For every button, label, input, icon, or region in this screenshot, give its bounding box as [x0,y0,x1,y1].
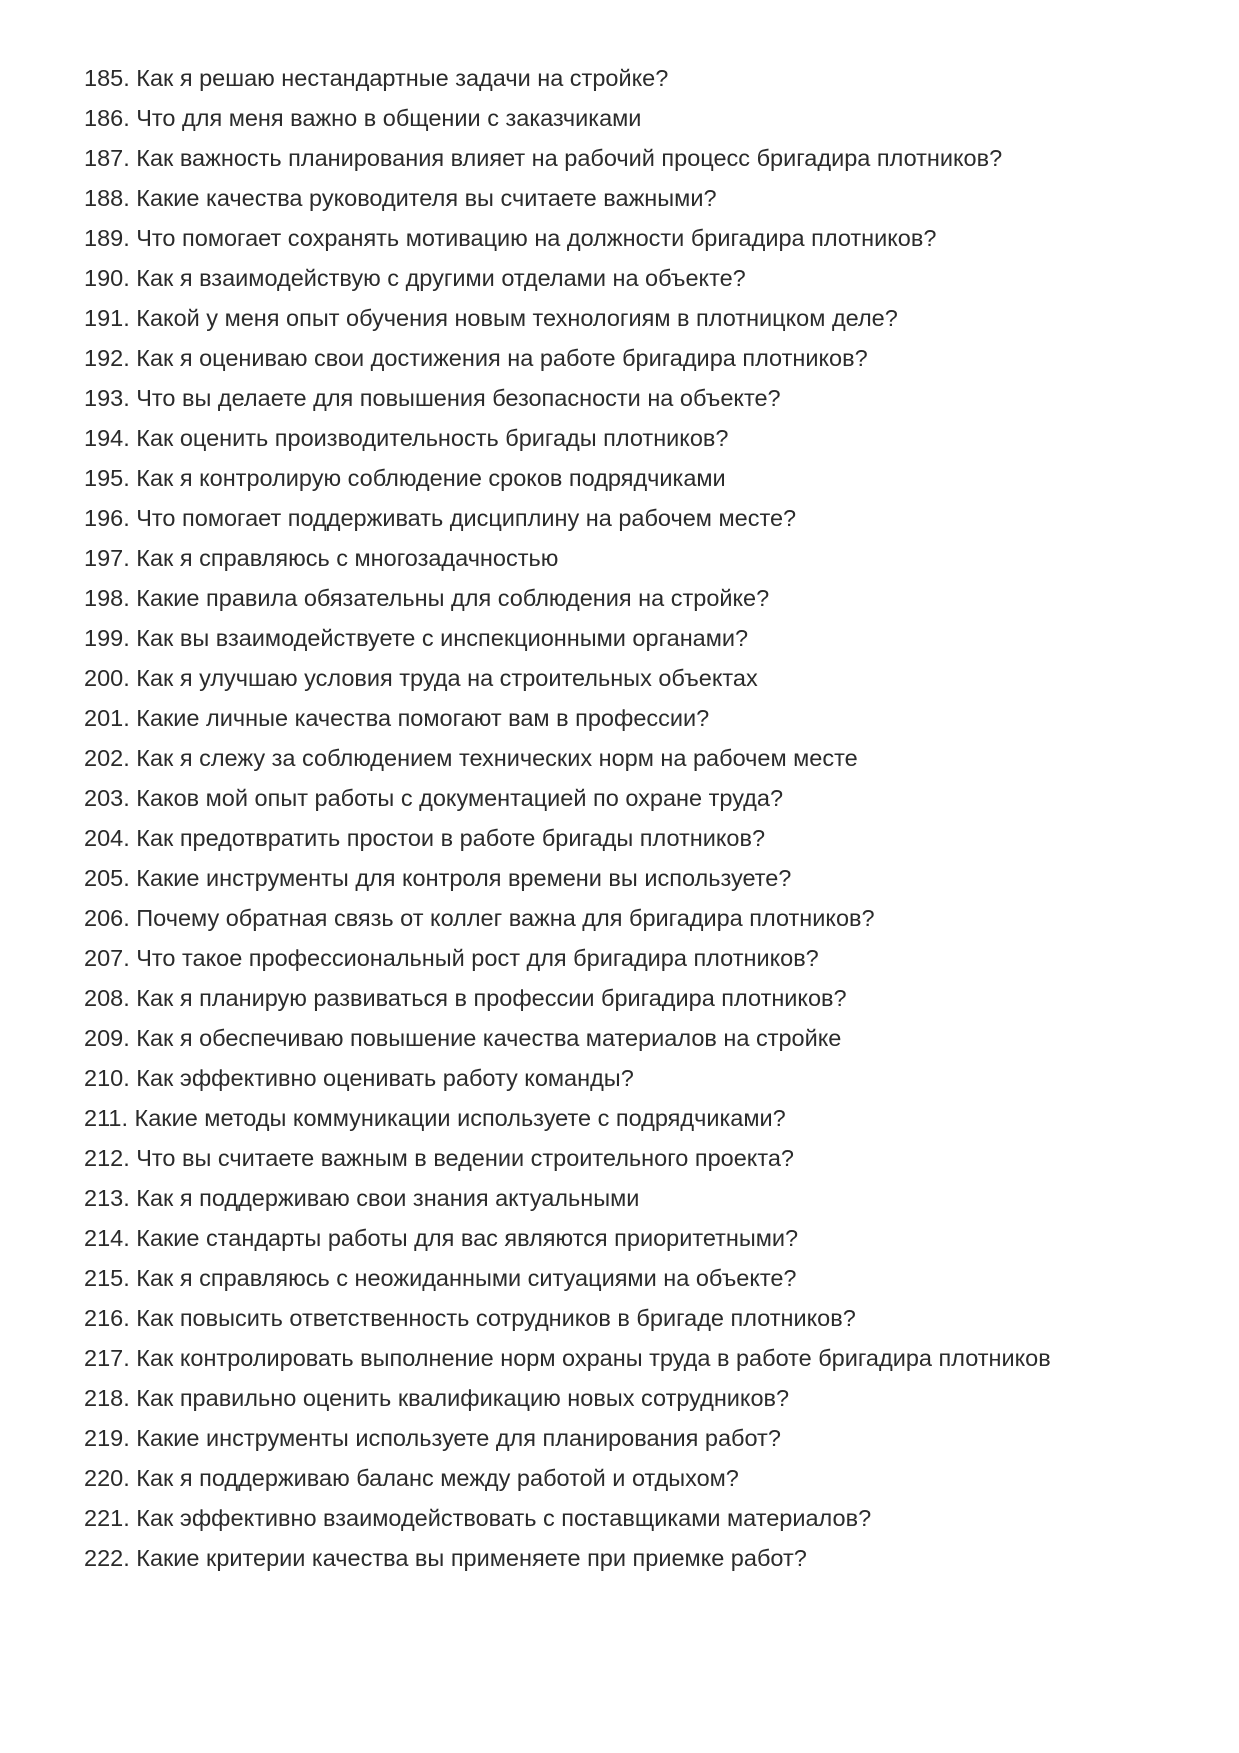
list-item: 197. Как я справляюсь с многозадачностью [84,545,559,571]
list-item: 201. Какие личные качества помогают вам в профессии? [84,705,710,731]
list-item: 205. Какие инструменты для контроля времени вы используете? [84,865,792,891]
question-list [84,58,1051,1578]
list-item: 195. Как я контролирую соблюдение сроков подрядчиками [84,465,726,491]
list-item: 203. Каков мой опыт работы с документацией по охране труда? [84,785,784,811]
list-item: 213. Как я поддерживаю свои знания актуальными [84,1185,640,1211]
list-item: 187. Как важность планирования влияет на рабочий процесс бригадира плотников? [84,145,1003,171]
list-item: 207. Что такое профессиональный рост для бригадира плотников? [84,945,819,971]
list-item: 222. Какие критерии качества вы применяете при приемке работ? [84,1545,807,1571]
list-item: 214. Какие стандарты работы для вас являются приоритетными? [84,1225,799,1251]
list-item: 208. Как я планирую развиваться в профессии бригадира плотников? [84,985,847,1011]
list-item: 206. Почему обратная связь от коллег важна для бригадира плотников? [84,905,875,931]
list-item: 204. Как предотвратить простои в работе бригады плотников? [84,825,766,851]
list-item: 215. Как я справляюсь с неожиданными ситуациями на объекте? [84,1265,797,1291]
list-item: 185. Как я решаю нестандартные задачи на стройке? [84,65,669,91]
list-item: 189. Что помогает сохранять мотивацию на должности бригадира плотников? [84,225,937,251]
list-item: 210. Как эффективно оценивать работу команды? [84,1065,634,1091]
list-item: 216. Как повысить ответственность сотрудников в бригаде плотников? [84,1305,856,1331]
list-item: 211. Какие методы коммуникации используете с подрядчиками? [84,1105,786,1131]
list-item: 199. Как вы взаимодействуете с инспекционными органами? [84,625,749,651]
list-item: 186. Что для меня важно в общении с заказчиками [84,105,642,131]
list-item: 212. Что вы считаете важным в ведении строительного проекта? [84,1145,794,1171]
list-item: 200. Как я улучшаю условия труда на строительных объектах [84,665,758,691]
list-item: 198. Какие правила обязательны для соблюдения на стройке? [84,585,770,611]
list-item: 192. Как я оцениваю свои достижения на работе бригадира плотников? [84,345,868,371]
list-item: 221. Как эффективно взаимодействовать с поставщиками материалов? [84,1505,872,1531]
list-item: 194. Как оценить производительность бригады плотников? [84,425,729,451]
list-item: 188. Какие качества руководителя вы считаете важными? [84,185,717,211]
list-item: 218. Как правильно оценить квалификацию новых сотрудников? [84,1385,790,1411]
list-item: 202. Как я слежу за соблюдением технических норм на рабочем месте [84,745,858,771]
list-item: 220. Как я поддерживаю баланс между работой и отдыхом? [84,1465,739,1491]
list-item: 190. Как я взаимодействую с другими отделами на объекте? [84,265,746,291]
list-item: 209. Как я обеспечиваю повышение качества материалов на стройке [84,1025,842,1051]
list-item: 191. Какой у меня опыт обучения новым технологиям в плотницком деле? [84,305,898,331]
list-item: 196. Что помогает поддерживать дисциплину на рабочем месте? [84,505,797,531]
list-item: 193. Что вы делаете для повышения безопасности на объекте? [84,385,781,411]
list-item: 217. Как контролировать выполнение норм охраны труда в работе бригадира плотников [84,1345,1051,1371]
list-item: 219. Какие инструменты используете для планирования работ? [84,1425,781,1451]
